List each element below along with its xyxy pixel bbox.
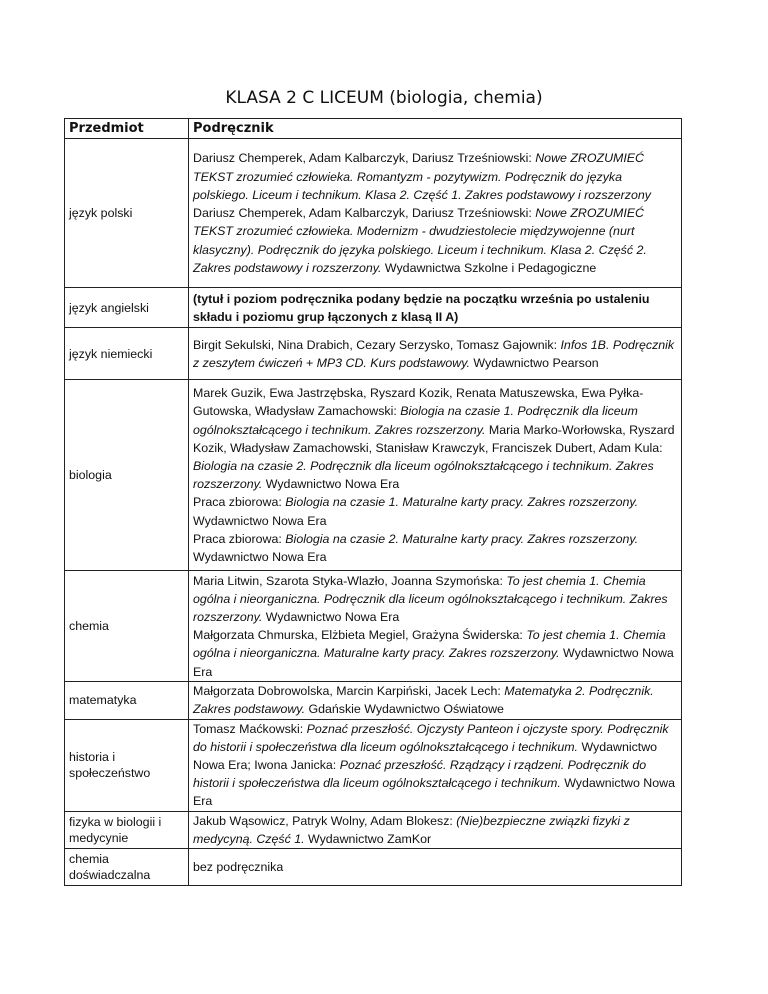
table-header-row: [65, 119, 682, 139]
publisher-text: Wydawnictwo Nowa Era; Iwona Janicka:: [193, 739, 658, 773]
book-title: Biologia na czasie 1. Maturalne karty pracy. Zakres rozszerzony.: [285, 495, 639, 510]
publisher-text: Gdańskie Wydawnictwo Oświatowe: [305, 702, 504, 717]
header-book: Podręcznik: [189, 119, 682, 139]
table-row: [65, 571, 682, 682]
publisher-text: Wydawnictwo Nowa Era: [193, 776, 675, 809]
publisher-text: Wydawnictwa Szkolne i Pedagogiczne: [381, 260, 597, 275]
table-row: [65, 682, 682, 719]
authors-text: Praca zbiorowa:: [193, 495, 286, 510]
publisher-text: Wydawnictwo Nowa Era: [193, 550, 327, 565]
table-row: [65, 139, 682, 288]
publisher-text: Wydawnictwo Nowa Era: [262, 610, 400, 624]
publisher-text: Wydawnictwo Pearson: [469, 355, 599, 370]
book-cell: [189, 571, 682, 682]
subject-cell: język niemiecki: [65, 328, 189, 380]
subject-cell: chemia: [65, 571, 189, 682]
subject-cell: chemia doświadczalna: [65, 849, 189, 886]
book-title: Biologia na czasie 2. Maturalne karty pracy. Zakres rozszerzony.: [285, 531, 639, 546]
subject-cell: biologia: [65, 380, 189, 571]
table-row: [65, 288, 682, 328]
publisher-text: Wydawnictwo Nowa Era: [262, 477, 400, 492]
publisher-text: Wydawnictwo ZamKor: [304, 831, 432, 846]
book-cell: [189, 719, 682, 811]
publisher-text: Wydawnictwo Nowa Era: [193, 646, 674, 679]
page-title: KLASA 2 C LICEUM (biologia, chemia): [225, 88, 543, 108]
book-title: Nowe ZROZUMIEĆ TEKST zrozumieć człowieka. Romantyzm - pozytywizm. Podręcznik do języka polskiego. Liceum i technikum. Klasa 2. Część 1. Zakres podstawowy i rozszerzony: [193, 151, 651, 202]
authors-text: Małgorzata Dobrowolska, Marcin Karpiński, Jacek Lech:: [193, 684, 505, 699]
textbook-table: [64, 118, 682, 886]
book-cell: bez podręcznika: [189, 849, 682, 886]
authors-text: Małgorzata Chmurska, Elżbieta Megiel, Grażyna Świderska:: [193, 628, 527, 643]
book-title: Biologia na czasie 1. Podręcznik dla liceum ogólnokształcącego i technikum. Zakres rozszerzony.: [193, 404, 638, 437]
subject-cell: język polski: [65, 139, 189, 288]
subject-cell: historia i społeczeństwo: [65, 719, 189, 811]
authors-text: Tomasz Maćkowski:: [193, 721, 307, 736]
book-title: To jest chemia 1. Chemia ogólna i nieorganiczna. Podręcznik dla liceum ogólnokształcącego i technikum. Zakres rozszerzony.: [193, 573, 668, 624]
book-title: Biologia na czasie 2. Podręcznik dla liceum ogólnokształcącego i technikum. Zakres rozszerzony.: [193, 459, 654, 492]
book-title: Nowe ZROZUMIEĆ TEKST zrozumieć człowieka. Modernizm - dwudziestolecie międzywojenne (nurt klasyczny). Podręcznik do języka polskiego. Liceum i technikum. Klasa 2. Część 2. Zakres podstawowy i rozszerzony.: [193, 206, 647, 275]
authors-text: Praca zbiorowa:: [193, 531, 286, 546]
subject-cell: fizyka w biologii i medycynie: [65, 811, 189, 848]
subject-cell: matematyka: [65, 682, 189, 719]
authors-text: Maria Marko-Worłowska, Ryszard Kozik, Władysław Zamachowski, Stanisław Krawczyk, Franciszek Dubert, Adam Kula:: [193, 422, 675, 455]
table-row: [65, 849, 682, 886]
book-cell: (tytuł i poziom podręcznika podany będzie na początku września po ustaleniu składu i poziomu grup łączonych z klasą II A): [189, 288, 682, 328]
book-title: Infos 1B. Podręcznik z zeszytem ćwiczeń + MP3 CD. Kurs podstawowy.: [193, 337, 675, 370]
book-title: To jest chemia 1. Chemia ogólna i nieorganiczna. Maturalne karty pracy. Zakres rozszerzony.: [193, 628, 666, 661]
authors-text: Birgit Sekulski, Nina Drabich, Cezary Serzysko, Tomasz Gajownik:: [193, 337, 561, 352]
authors-text: Maria Litwin, Szarota Styka-Wlazło, Joanna Szymońska:: [193, 573, 507, 588]
publisher-text: Wydawnictwo Nowa Era: [193, 513, 327, 528]
book-cell: [189, 682, 682, 719]
table-row: [65, 380, 682, 571]
book-title: Poznać przeszłość. Rządzący i rządzeni. Podręcznik do historii i społeczeństwa dla liceum ogólnokształcącego i technikum.: [193, 758, 647, 791]
book-title: Poznać przeszłość. Ojczysty Panteon i ojczyste spory. Podręcznik do historii i społeczeństwa dla liceum ogólnokształcącego i technikum.: [193, 721, 669, 754]
table-row: [65, 328, 682, 380]
header-subject: Przedmiot: [65, 119, 189, 139]
authors-text: Jakub Wąsowicz, Patryk Wolny, Adam Blokesz:: [193, 813, 457, 828]
authors-text: Marek Guzik, Ewa Jastrzębska, Ryszard Kozik, Renata Matuszewska, Ewa Pyłka-Gutowska, Władysław Zamachowski:: [193, 386, 644, 419]
book-title: Matematyka 2. Podręcznik. Zakres podstawowy.: [193, 684, 654, 717]
book-cell: [189, 380, 682, 571]
book-cell: [189, 139, 682, 288]
book-cell: [189, 328, 682, 380]
book-title: (Nie)bezpieczne związki fizyki z medycyną. Część 1.: [193, 813, 630, 846]
authors-text: Dariusz Chemperek, Adam Kalbarczyk, Dariusz Trześniowski:: [193, 151, 536, 166]
subject-cell: język angielski: [65, 288, 189, 328]
book-cell: [189, 811, 682, 848]
table-row: [65, 719, 682, 811]
table-row: [65, 811, 682, 848]
authors-text: Dariusz Chemperek, Adam Kalbarczyk, Dariusz Trześniowski:: [193, 206, 536, 221]
